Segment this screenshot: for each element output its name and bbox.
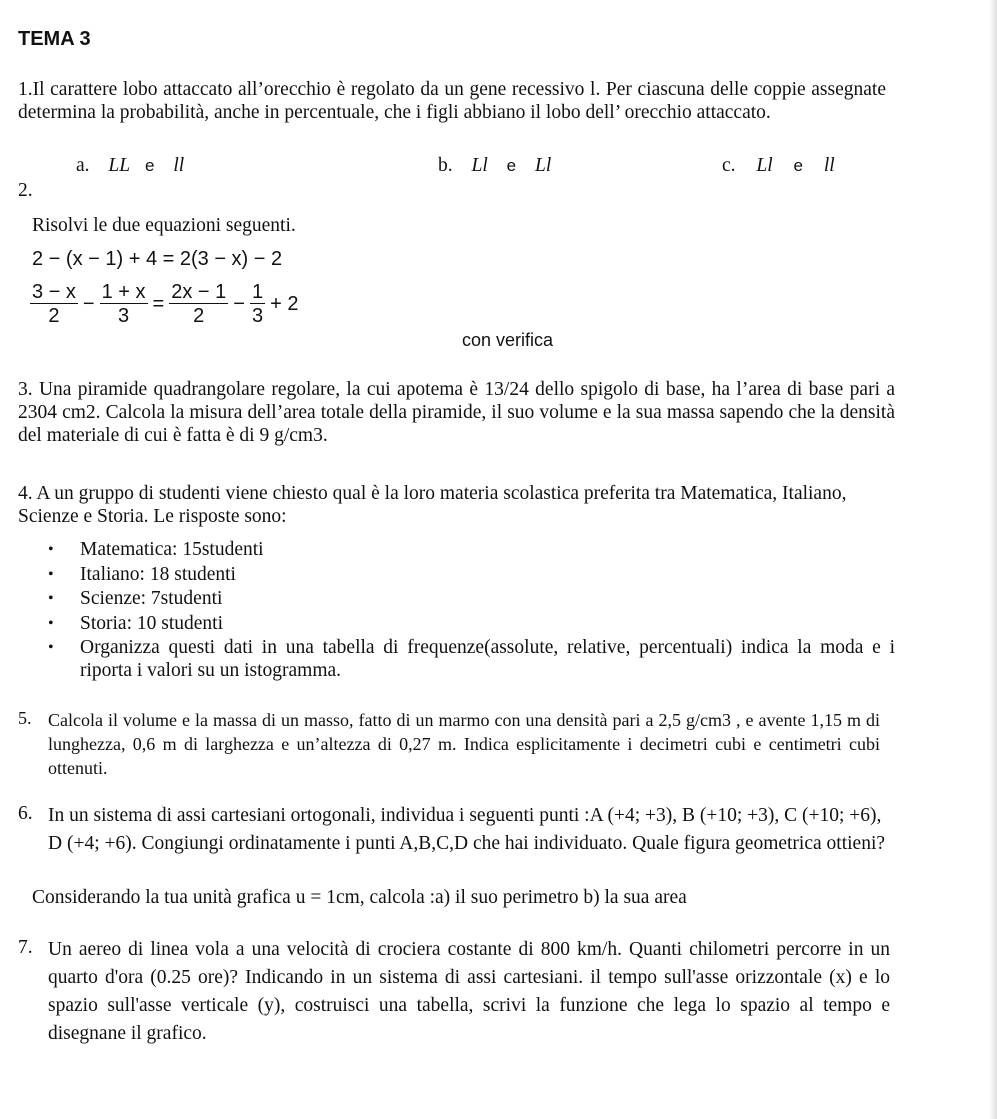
question-6-number: 6.	[18, 803, 33, 824]
question-5-text: Calcola il volume e la massa di un masso, fatto di un marmo con una densità pari a 2,5 g/cm3 , e avente 1,15 m di lunghezza, 0,6 m di larghezza e un’altezza di 0,27 m. Indica esplicitamente i decimetri cubi e centimetri cubi ottenuti.	[48, 710, 880, 778]
fraction-1	[30, 281, 78, 328]
list-item: • Matematica: 15studenti	[48, 538, 895, 563]
operator-1: −	[82, 293, 95, 315]
option-c-conj: e	[793, 156, 804, 175]
question-2-number: 2.	[18, 180, 33, 201]
question-1-text: 1.Il carattere lobo attaccato all’orecchio è regolato da un gene recessivo l. Per ciascuna delle coppie assegnate determina la probabilità, anche in percentuale, che i figli abbiano il lobo dell’ orecchio attaccato.	[18, 79, 886, 123]
question-3-text: 3. Una piramide quadrangolare regolare, la cui apotema è 13/24 dello spigolo di base, ha l’area di base pari a 2304 cm2. Calcola la misura dell’area totale della piramide, il suo volume e la sua massa sapendo che la densità del materiale di cui è fatta è di 9 g/cm3.	[18, 379, 895, 446]
fraction-1-numerator: 3 − x	[32, 281, 76, 303]
option-c-label: c.	[722, 155, 736, 176]
option-c-first: Ll	[756, 155, 773, 176]
question-5-number: 5.	[18, 708, 32, 728]
list-item: • Scienze: 7studenti	[48, 587, 895, 612]
question-4-list	[48, 538, 895, 682]
fraction-2	[100, 281, 148, 328]
option-b-label: b.	[438, 155, 453, 176]
operator-3: −	[233, 293, 245, 315]
option-b-first: Ll	[471, 155, 488, 176]
question-6-followup: Considerando la tua unità grafica u = 1cm, calcola :a) il suo perimetro b) la sua area	[32, 887, 687, 908]
page-edge-shadow	[989, 0, 997, 1119]
question-4-text: 4. A un gruppo di studenti viene chiesto qual è la loro materia scolastica preferita tra Matematica, Italiano, Scienze e Storia. Le risposte sono:	[18, 483, 847, 527]
option-a-conj: e	[144, 156, 155, 175]
list-item: • Storia: 10 studenti	[48, 612, 895, 637]
equation-2-tail: + 2	[270, 293, 299, 315]
fraction-2-denominator: 3	[118, 305, 130, 327]
equation-2	[28, 281, 301, 328]
operator-2: =	[152, 293, 165, 315]
fraction-1-denominator: 2	[48, 305, 60, 327]
option-b-second: Ll	[534, 155, 552, 176]
question-2-intro: Risolvi le due equazioni seguenti.	[32, 215, 296, 236]
fraction-2-numerator: 1 + x	[101, 281, 146, 303]
option-c-second: ll	[823, 155, 835, 176]
option-a-label: a.	[76, 155, 90, 176]
fraction-4-numerator: 1	[251, 281, 264, 303]
fraction-4-denominator: 3	[251, 305, 264, 327]
option-a-second: ll	[173, 155, 185, 176]
list-item: • Organizza questi dati in una tabella di frequenze(assolute, relative, percentuali) indica la moda e i riporta i valori su un istogramma.	[48, 636, 895, 682]
fraction-3	[169, 281, 228, 328]
equation-1: 2 − (x − 1) + 4 = 2(3 − x) − 2	[32, 248, 283, 270]
option-b-conj: e	[506, 156, 517, 175]
document-title: TEMA 3	[18, 28, 91, 50]
list-item: • Italiano: 18 studenti	[48, 563, 895, 588]
question-7-number: 7.	[18, 937, 33, 958]
question-7-text: Un aereo di linea vola a una velocità di crociera costante di 800 km/h. Quanti chilometri percorre in un quarto d'ora (0.25 ore)? Indicando in un sistema di assi cartesiani. il tempo sull'asse orizzontale (x) e lo spazio sull'asse verticale (y), costruisci una tabella, scrivi la funzione che lega lo spazio al tempo e disegnane il grafico.	[48, 939, 890, 1044]
option-b	[438, 155, 551, 177]
fraction-3-numerator: 2x − 1	[171, 281, 227, 303]
question-6-text: In un sistema di assi cartesiani ortogonali, individua i seguenti punti :A (+4; +3), B (+10; +3), C (+10; +6), D (+4; +6). Congiungi ordinatamente i punti A,B,C,D che hai individuato. Quale figura geometrica ottieni?	[48, 805, 886, 854]
fraction-3-denominator: 2	[193, 305, 205, 327]
verification-note: con verifica	[462, 330, 554, 350]
option-a	[76, 155, 184, 177]
option-c	[722, 155, 835, 177]
option-a-first: LL	[108, 155, 131, 176]
fraction-4	[250, 281, 265, 328]
